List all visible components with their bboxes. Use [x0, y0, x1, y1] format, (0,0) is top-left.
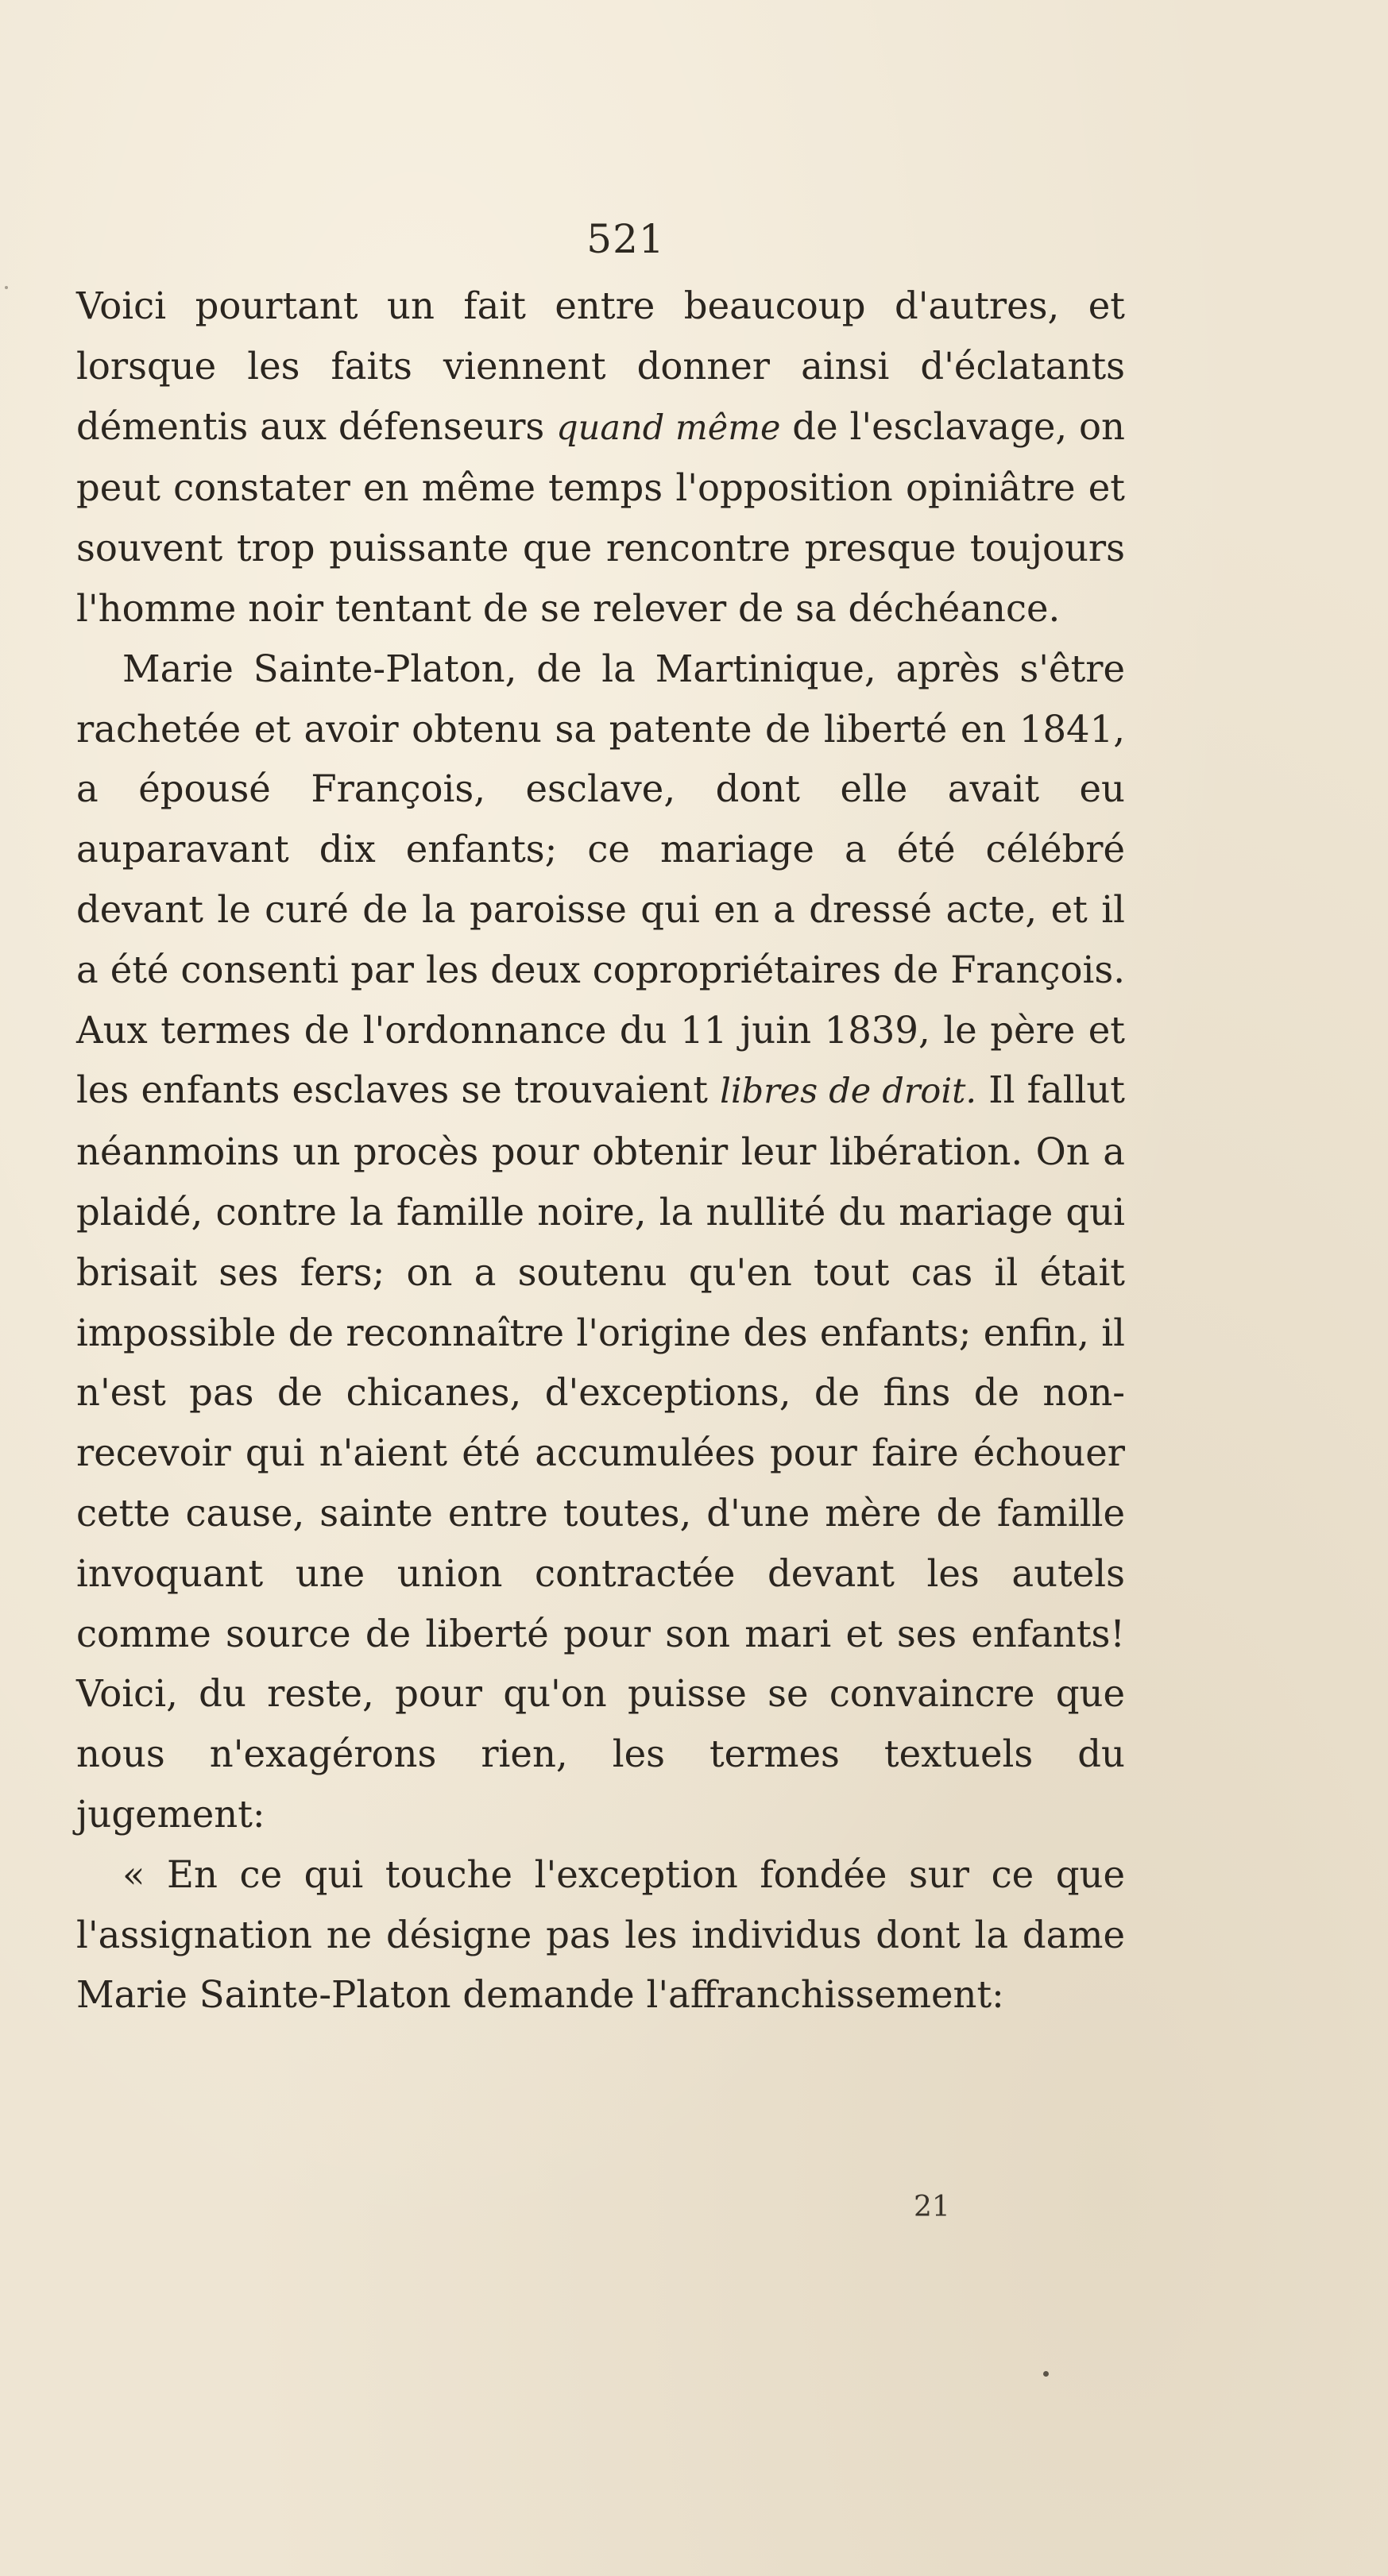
text-run: Voici pourtant un fait entre beaucoup d'autres, et lorsque les faits viennent donner ainsi d'éclatants démentis aux défenseurs	[76, 284, 1125, 448]
text-run: Marie Sainte-Platon, de la Martinique, après s'être rachetée et avoir obtenu sa patente de liberté en 1841, a épousé François, esclave, dont elle avait eu auparavant dix enfants; ce mariage a été célébré devant le curé de la paroisse qui en a dressé acte, et il a été consenti par les deux copropriétaires de François. Aux termes de l'ordonnance du 11 juin 1839, le père et les enfants esclaves se trouvaient	[76, 647, 1125, 1112]
paragraph	[76, 1845, 1125, 2026]
paper-speck	[5, 286, 8, 289]
text-run: « En ce qui touche l'exception fondée sur ce que l'assignation ne désigne pas les individus dont la dame Marie Sainte-Platon demande l'affranchissement:	[76, 1852, 1125, 2017]
signature-mark: 21	[914, 2191, 950, 2223]
paragraph	[76, 639, 1125, 1845]
italic-phrase: quand même	[556, 407, 781, 448]
paragraph	[76, 276, 1125, 639]
italic-phrase: libres de droit.	[720, 1072, 977, 1112]
text-run: Il fallut néanmoins un procès pour obtenir leur libération. On a plaidé, contre la famille noire, la nullité du mariage qui brisait ses fers; on a soutenu qu'en tout cas il était impossible de reconnaître l'origine des enfants; enfin, il n'est pas de chicanes, d'exceptions, de fins de non-recevoir qui n'aient été accumulées pour faire échouer cette cause, sainte entre toutes, d'une mère de famille invoquant une union contractée devant les autels comme source de liberté pour son mari et ses enfants! Voici, du reste, pour qu'on puisse se convaincre que nous n'exagérons rien, les termes textuels du jugement:	[76, 1068, 1125, 1836]
body-text	[76, 276, 1125, 2026]
page-number: 521	[586, 216, 665, 262]
text-run: de l'esclavage, on peut constater en même temps l'opposition opiniâtre et souvent trop puissante que rencontre presque toujours l'homme noir tentant de se relever de sa déchéance.	[76, 404, 1126, 630]
paper-speck	[1043, 2371, 1049, 2377]
